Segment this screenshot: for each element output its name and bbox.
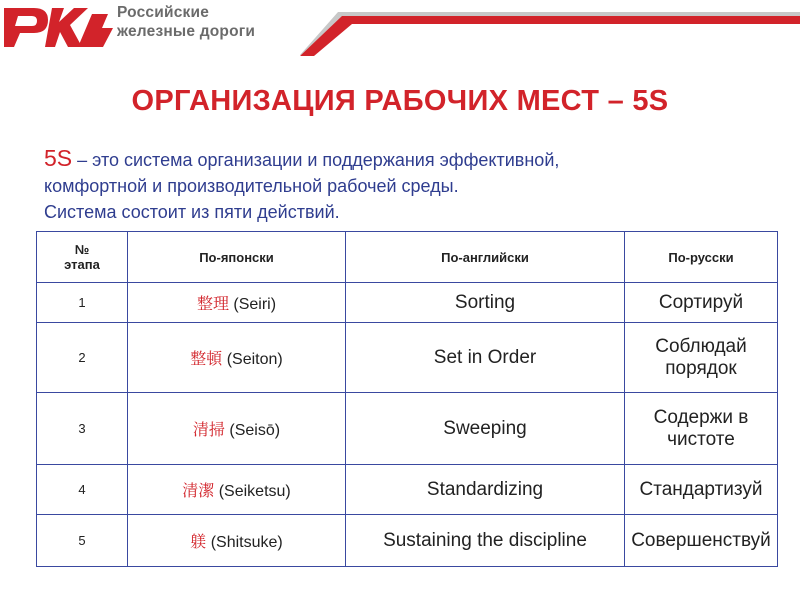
step-kanji: 整頓 — [190, 349, 223, 368]
step-russian — [625, 465, 778, 515]
intro-line-1 — [44, 145, 784, 173]
step-english: Sustaining the discipline — [346, 515, 625, 567]
step-russian-line2: порядок — [665, 357, 737, 379]
step-russian-line1: Совершенствуй — [631, 529, 771, 551]
step-romaji: (Seiri) — [228, 296, 277, 313]
company-name-line2: железные дороги — [117, 23, 256, 40]
step-romaji: (Shitsuke) — [206, 534, 283, 551]
step-romaji: (Seisō) — [224, 422, 281, 439]
step-japanese — [128, 515, 346, 567]
table-row — [37, 515, 778, 567]
step-number: 5 — [37, 515, 128, 567]
company-name — [117, 3, 255, 41]
step-russian-line1: Сортируй — [658, 291, 744, 313]
slide-title: ОРГАНИЗАЦИЯ РАБОЧИХ МЕСТ – 5S — [131, 85, 669, 117]
header-japanese: По-японски — [128, 232, 346, 283]
step-kanji: 清潔 — [182, 481, 215, 500]
step-russian — [625, 393, 778, 465]
step-russian-line2: чистоте — [667, 428, 735, 450]
step-russian — [625, 323, 778, 393]
step-english: Standardizing — [346, 465, 625, 515]
steps-table — [36, 231, 778, 567]
table-body — [37, 283, 778, 567]
step-russian-line1: Соблюдай — [655, 335, 747, 357]
step-english: Sweeping — [346, 393, 625, 465]
step-number: 3 — [37, 393, 128, 465]
company-name-line1: Российские — [117, 4, 210, 21]
step-number: 2 — [37, 323, 128, 393]
header-num — [37, 232, 128, 283]
step-kanji: 躾 — [190, 532, 207, 551]
step-japanese — [128, 323, 346, 393]
table-row — [37, 393, 778, 465]
intro-line-2: комфортной и производительной рабочей среды. — [44, 176, 459, 196]
step-russian — [625, 283, 778, 323]
intro-term: 5S — [44, 145, 73, 171]
intro-definition: – это система организации и поддержания эффективной, — [72, 150, 560, 170]
step-japanese — [128, 283, 346, 323]
step-russian-line1: Содержи в — [653, 406, 749, 428]
intro-line-3: Система состоит из пяти действий. — [44, 202, 340, 222]
slide-header — [0, 0, 800, 62]
step-number: 1 — [37, 283, 128, 323]
intro-text — [44, 145, 784, 225]
table-row — [37, 323, 778, 393]
table-header-row — [37, 232, 778, 283]
step-english: Set in Order — [346, 323, 625, 393]
header-russian: По-русски — [625, 232, 778, 283]
header-english: По-английски — [346, 232, 625, 283]
table-row — [37, 465, 778, 515]
step-romaji: (Seiton) — [222, 351, 283, 368]
step-kanji: 整理 — [196, 294, 229, 313]
table-row — [37, 283, 778, 323]
step-japanese — [128, 393, 346, 465]
header-num-line1: № — [74, 242, 90, 257]
step-japanese — [128, 465, 346, 515]
step-kanji: 清掃 — [192, 420, 225, 439]
step-english: Sorting — [346, 283, 625, 323]
step-romaji: (Seiketsu) — [214, 483, 291, 500]
step-russian-line1: Стандартизуй — [639, 478, 763, 500]
header-num-line2: этапа — [64, 257, 100, 272]
step-russian — [625, 515, 778, 567]
step-number: 4 — [37, 465, 128, 515]
